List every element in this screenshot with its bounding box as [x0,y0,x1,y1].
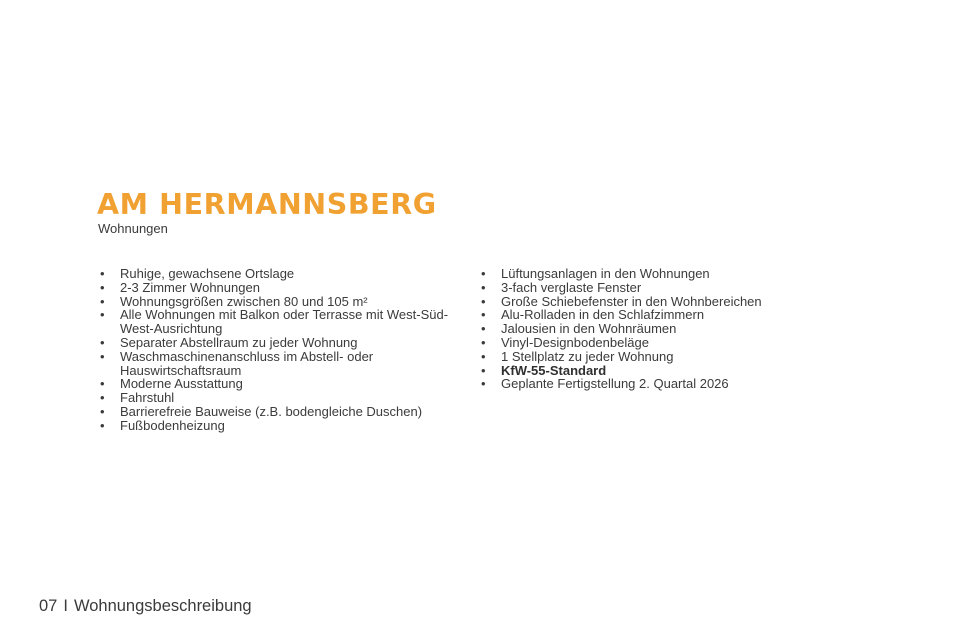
bullet-icon: • [481,362,486,378]
bullet-icon: • [481,266,486,281]
bullet-icon: • [100,376,105,392]
list-item: • Barrierefreie Bauweise (z.B. bodengleiche Duschen) [100,403,423,419]
feature-list-right [481,267,841,391]
list-item: • Fahrstuhl [100,390,175,406]
bullet-icon: • [100,390,105,406]
bullet-icon: • [100,293,105,309]
list-item: • Große Schiebefenster in den Wohnbereichen [481,293,762,309]
list-item: • Moderne Ausstattung [100,376,243,392]
page-subtitle: Wohnungen [98,221,168,236]
bullet-icon: • [481,293,486,309]
page-number: 07 [39,597,58,615]
bullet-icon: • [100,417,105,433]
bullet-icon: • [100,334,105,350]
bullet-icon: • [100,279,105,295]
bullet-icon: • [481,307,486,323]
list-item: • Wohnungsgrößen zwischen 80 und 105 m² [100,293,368,309]
list-item: • Waschmaschinenanschluss im Abstell- oder Hauswirtschaftsraum [100,348,374,378]
list-item: • Fußbodenheizung [100,417,225,433]
list-item: • 3-fach verglaste Fenster [481,279,642,295]
list-item: • Separater Abstellraum zu jeder Wohnung [100,334,358,350]
page-title: AM HERMANNSBERG [97,188,437,221]
list-item: • 1 Stellplatz zu jeder Wohnung [481,348,674,364]
bullet-icon: • [481,376,486,392]
list-item: • Vinyl-Designbodenbeläge [481,334,649,350]
page-footer [39,596,252,616]
list-item: • Ruhige, gewachsene Ortslage [100,266,295,281]
footer-separator: I [63,597,68,615]
list-item-highlight: • KfW-55-Standard [481,362,607,378]
bullet-icon: • [481,321,486,337]
list-item: • Geplante Fertigstellung 2. Quartal 2026 [481,376,729,392]
list-item: • 2-3 Zimmer Wohnungen [100,279,260,295]
section-title: Wohnungsbeschreibung [73,597,252,615]
list-item: • Alu-Rolladen in den Schlafzimmern [481,307,705,323]
bullet-icon: • [481,348,486,364]
list-item: • Alle Wohnungen mit Balkon oder Terrasse mit West-Süd-West-Ausrichtung [100,307,449,337]
list-item: • Lüftungsanlagen in den Wohnungen [481,266,710,281]
list-item: • Jalousien in den Wohnräumen [481,321,677,337]
bullet-icon: • [100,348,105,364]
bullet-icon: • [481,334,486,350]
bullet-icon: • [481,279,486,295]
bullet-icon: • [100,403,105,419]
bullet-icon: • [100,307,105,323]
feature-list-left [100,267,460,433]
bullet-icon: • [100,266,105,281]
